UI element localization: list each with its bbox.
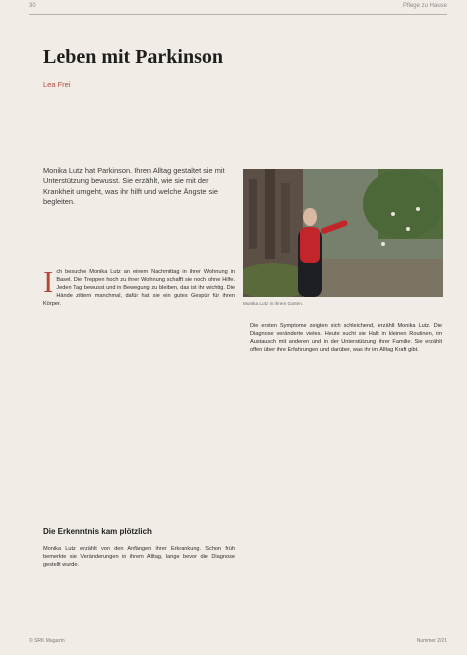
running-header-section: Pflege zu Hause [402, 3, 447, 9]
article-subheading: Die Erkenntnis kam plötzlich [43, 527, 152, 536]
article-lead: Monika Lutz hat Parkinson. Ihren Alltag gestaltet sie mit Unterstützung bewusst. Sie erzählt, wie sie mit der Krankheit umgeht, was ihr hilft und welche Ängste sie begleiten. [43, 166, 225, 207]
footer-right: Nummer 2/21 [416, 638, 447, 644]
body-column-1-text: ch besuche Monika Lutz an einem Nachmittag in ihrer Wohnung in Basel. Die Treppen hoch zu ihrer Wohnung schafft sie noch ohne Hilfe. Jeden Tag bewusst und in Bewegung zu bleiben, das ist ihr wichtig. Die Hände zittern manchmal, dafür hat sie ein gutes Gespür für ihren Körper. [43, 269, 235, 308]
running-header-page-number: 30 [29, 3, 36, 9]
article-photo [243, 169, 443, 297]
photo-caption: Monika Lutz in ihrem Garten. [243, 301, 304, 306]
body-column-1 [43, 264, 235, 308]
article-title: Leben mit Parkinson [43, 46, 224, 69]
body-column-1-continued: Monika Lutz erzählt von den Anfängen ihrer Erkrankung. Schon früh bemerkte sie Veränderungen in ihrem Alltag, lange bevor die Diagnose gestellt wurde. [43, 546, 235, 569]
body-column-2: Die ersten Symptome zeigten sich schleichend, erzählt Monika Lutz. Die Diagnose veränderte vieles. Heute sucht sie Halt in kleinen Routinen, im Austausch mit anderen und in der Unterstützung ihrer Familie. Sie erzählt offen über ihre Erfahrungen und darüber, was ihr im Alltag Kraft gibt. [250, 323, 442, 354]
footer-left: © SRK Magazin [29, 638, 65, 644]
header-rule [29, 14, 447, 15]
photo-illustration [243, 169, 443, 297]
article-author: Lea Frei [43, 80, 71, 89]
drop-cap: I [43, 264, 54, 299]
